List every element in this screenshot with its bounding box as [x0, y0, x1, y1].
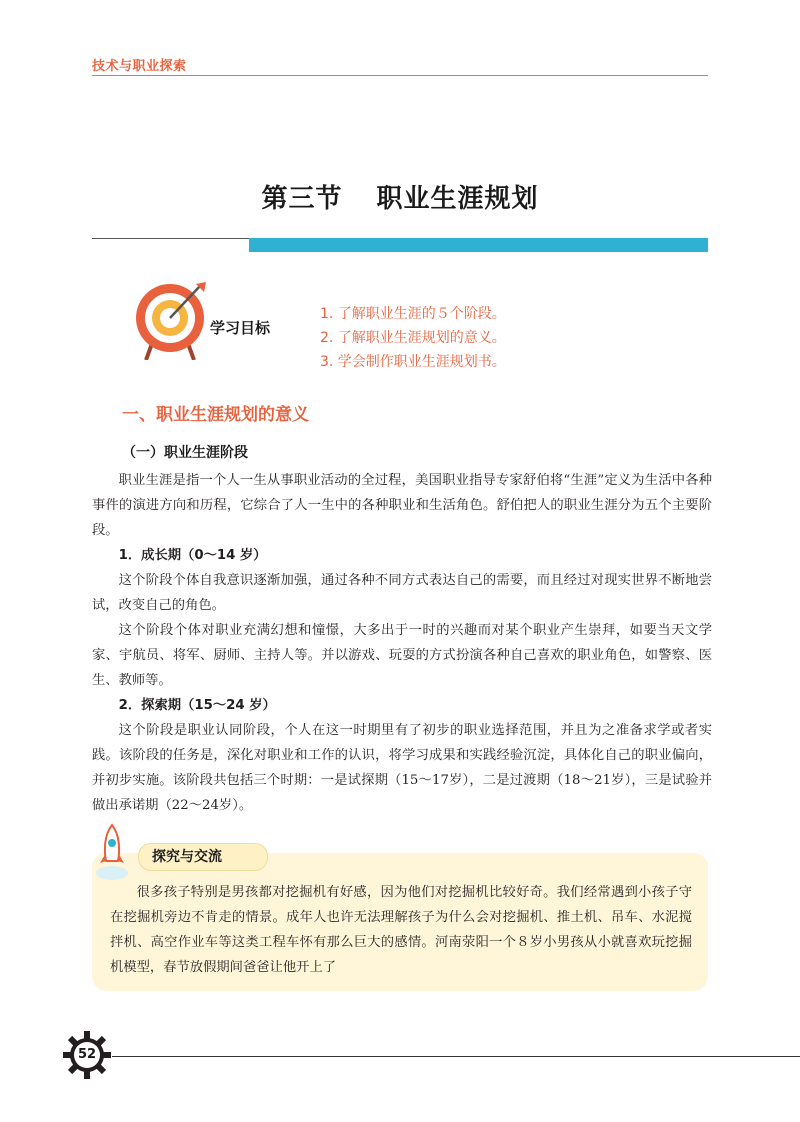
rocket-icon [92, 823, 132, 881]
title-rule [92, 238, 252, 239]
stage-heading: 1．成长期（0～14 岁） [118, 548, 267, 563]
explore-text: 很多孩子特别是男孩都对挖掘机有好感，因为他们对挖掘机比较好奇。我们经常遇到小孩子守在挖掘机旁边不肯走的情景。成年人也许无法理解孩子为什么会对挖掘机、推土机、吊车、水泥搅拌机、高空作业车等这类工程车怀有那么巨大的感情。河南荥阳一个８岁小男孩从小就喜欢玩挖掘机模型，春节放假期间爸爸让他开上了 [110, 885, 692, 975]
section-number: 第三节 [261, 184, 343, 214]
paragraph: 这个阶段是职业认同阶段，个人在这一时期里有了初步的职业选择范围，并且为之准备求学或者实践。该阶段的任务是，深化对职业和工作的认识，将学习成果和实践经验沉淀，具体化自己的职业偏向，并初步实施。该阶段共包括三个时期：一是试探期（15～17岁），二是过渡期（18～21岁），三是试验并做出承诺期（22～24岁）。 [92, 723, 712, 813]
objective-item: 3. 学会制作职业生涯规划书。 [320, 354, 506, 370]
section-title [0, 178, 800, 215]
section-name: 职业生涯规划 [376, 184, 539, 214]
paragraph: 这个阶段个体自我意识逐渐加强，通过各种不同方式表达自己的需要，而且经过对现实世界不断地尝试，改变自己的角色。 [92, 573, 712, 613]
paragraph: 这个阶段个体对职业充满幻想和憧憬，大多出于一时的兴趣而对某个职业产生崇拜，如要当天文学家、宇航员、将军、厨师、主持人等。并以游戏、玩耍的方式扮演各种自己喜欢的职业角色，如警察、医生、教师等。 [92, 623, 712, 688]
objectives-label: 学习目标 [210, 319, 271, 337]
running-title: 技术与职业探索 [92, 59, 187, 74]
target-arrow-icon [132, 280, 208, 360]
heading-level-1: 一、职业生涯规划的意义 [122, 405, 309, 425]
heading-level-2: （一）职业生涯阶段 [122, 445, 248, 461]
header-rule [92, 75, 708, 76]
body-text [92, 468, 712, 818]
paragraph: 职业生涯是指一个人一生从事职业活动的全过程，美国职业指导专家舒伯将“生涯”定义为生活中各种事件的演进方向和历程，它综合了人一生中的各种职业和生活角色。舒伯把人的职业生涯分为五个主要阶段。 [92, 473, 712, 538]
explore-label: 探究与交流 [152, 849, 222, 865]
objectives-list [320, 302, 506, 374]
page-number: 52 [77, 1047, 97, 1062]
footer-rule [112, 1056, 800, 1057]
objective-item: 1. 了解职业生涯的５个阶段。 [320, 306, 506, 322]
stage-heading: 2．探索期（15～24 岁） [118, 698, 276, 713]
objective-item: 2. 了解职业生涯规划的意义。 [320, 330, 506, 346]
title-accent-bar [249, 238, 708, 252]
